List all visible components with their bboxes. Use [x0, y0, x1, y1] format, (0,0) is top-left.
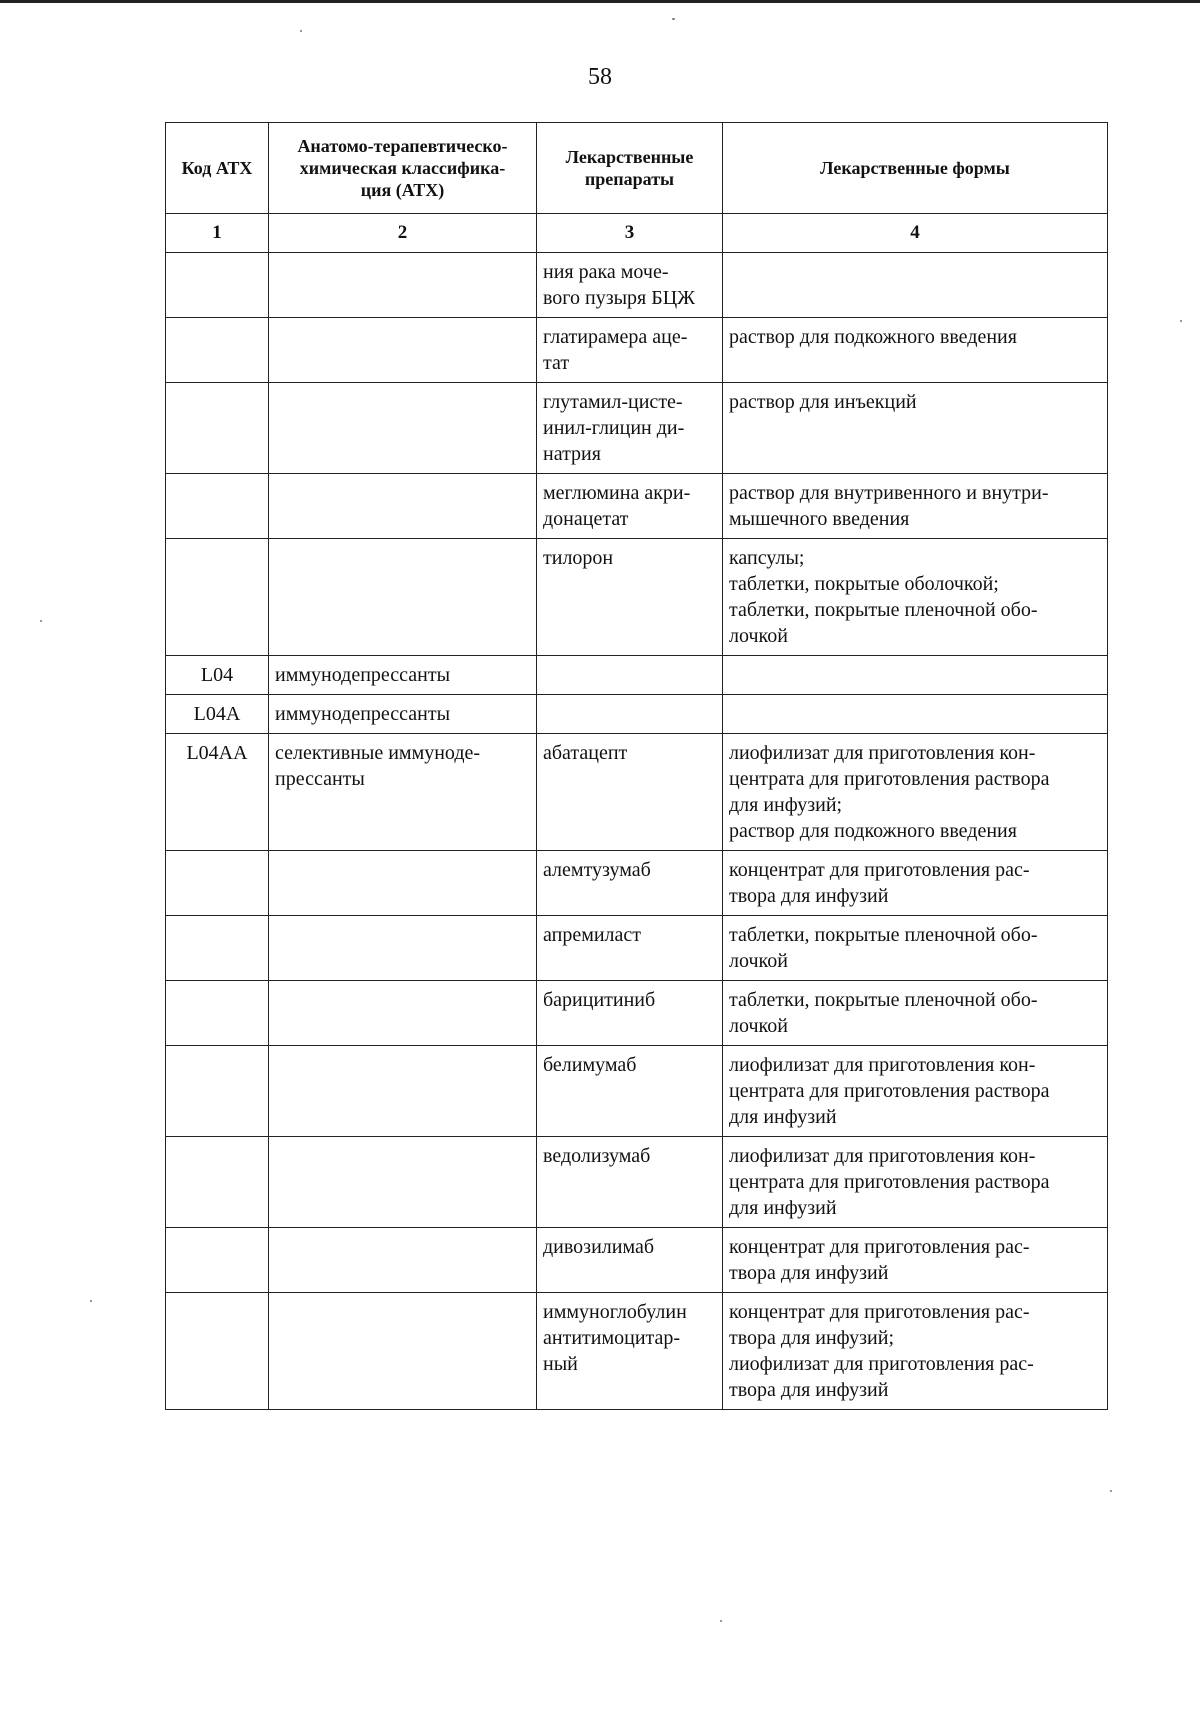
cell-drug: дивозилимаб [537, 1228, 723, 1293]
cell-drug: ния рака моче- вого пузыря БЦЖ [537, 253, 723, 318]
cell-atx-classification: селективные иммуноде- прессанты [269, 734, 537, 851]
cell-atx-classification: иммунодепрессанты [269, 656, 537, 695]
scan-speck [90, 1300, 92, 1302]
table-row [166, 851, 1108, 916]
cell-atx-code [166, 1293, 269, 1410]
atx-drug-table [165, 122, 1108, 1410]
scan-speck [720, 1620, 722, 1622]
column-number: 2 [269, 214, 537, 253]
cell-atx-classification [269, 981, 537, 1046]
cell-drug: абатацепт [537, 734, 723, 851]
page-number: 58 [588, 64, 612, 90]
cell-atx-classification [269, 1228, 537, 1293]
table-row [166, 1046, 1108, 1137]
scan-speck [40, 620, 42, 622]
cell-drug: алемтузумаб [537, 851, 723, 916]
header-drugs: Лекарственные препараты [537, 123, 723, 214]
table-row [166, 383, 1108, 474]
scan-speck [672, 18, 675, 20]
table-header-row [166, 123, 1108, 214]
cell-atx-classification [269, 539, 537, 656]
cell-atx-code [166, 383, 269, 474]
cell-atx-classification [269, 253, 537, 318]
cell-dosage-forms: лиофилизат для приготовления кон- центрата для приготовления раствора для инфузий; раствор для подкожного введения [723, 734, 1108, 851]
table-row [166, 734, 1108, 851]
cell-drug: меглюмина акри- донацетат [537, 474, 723, 539]
cell-drug: ведолизумаб [537, 1137, 723, 1228]
cell-dosage-forms: раствор для внутривенного и внутри- мышечного введения [723, 474, 1108, 539]
table-row [166, 695, 1108, 734]
cell-drug: белимумаб [537, 1046, 723, 1137]
cell-atx-classification [269, 1137, 537, 1228]
cell-dosage-forms [723, 656, 1108, 695]
cell-atx-code [166, 253, 269, 318]
cell-atx-code [166, 474, 269, 539]
cell-dosage-forms: лиофилизат для приготовления кон- центрата для приготовления раствора для инфузий [723, 1046, 1108, 1137]
cell-atx-code [166, 1137, 269, 1228]
table-row [166, 1228, 1108, 1293]
header-atx-code: Код АТХ [166, 123, 269, 214]
cell-dosage-forms: капсулы; таблетки, покрытые оболочкой; таблетки, покрытые пленочной обо- лочкой [723, 539, 1108, 656]
cell-drug: апремиласт [537, 916, 723, 981]
cell-atx-classification: иммунодепрессанты [269, 695, 537, 734]
cell-dosage-forms: таблетки, покрытые пленочной обо- лочкой [723, 916, 1108, 981]
cell-drug: глатирамера аце- тат [537, 318, 723, 383]
cell-dosage-forms [723, 695, 1108, 734]
cell-dosage-forms: раствор для инъекций [723, 383, 1108, 474]
scan-speck [1180, 320, 1182, 322]
table-row [166, 656, 1108, 695]
cell-atx-code [166, 916, 269, 981]
cell-dosage-forms: концентрат для приготовления рас- твора для инфузий [723, 1228, 1108, 1293]
cell-dosage-forms [723, 253, 1108, 318]
cell-atx-code [166, 981, 269, 1046]
cell-drug: глутамил-цисте- инил-глицин ди- натрия [537, 383, 723, 474]
table-row [166, 981, 1108, 1046]
column-number: 3 [537, 214, 723, 253]
cell-atx-classification [269, 318, 537, 383]
table-row [166, 1137, 1108, 1228]
table-row [166, 539, 1108, 656]
scan-speck [300, 30, 302, 32]
table-row [166, 916, 1108, 981]
cell-atx-code [166, 1046, 269, 1137]
scan-top-border [0, 0, 1200, 3]
cell-atx-code: L04AA [166, 734, 269, 851]
cell-atx-classification [269, 1046, 537, 1137]
cell-drug: иммуноглобулин антитимоцитар- ный [537, 1293, 723, 1410]
table-row [166, 318, 1108, 383]
table-body [166, 253, 1108, 1410]
cell-dosage-forms: таблетки, покрытые пленочной обо- лочкой [723, 981, 1108, 1046]
cell-atx-classification [269, 916, 537, 981]
cell-drug: барицитиниб [537, 981, 723, 1046]
cell-atx-classification [269, 474, 537, 539]
cell-drug [537, 695, 723, 734]
cell-atx-code: L04A [166, 695, 269, 734]
cell-atx-classification [269, 851, 537, 916]
cell-atx-code [166, 1228, 269, 1293]
cell-atx-code [166, 539, 269, 656]
cell-drug [537, 656, 723, 695]
cell-atx-classification [269, 1293, 537, 1410]
cell-dosage-forms: раствор для подкожного введения [723, 318, 1108, 383]
cell-atx-code: L04 [166, 656, 269, 695]
cell-atx-code [166, 851, 269, 916]
table-row [166, 474, 1108, 539]
scan-speck [1110, 1490, 1112, 1492]
column-number-row [166, 214, 1108, 253]
cell-atx-classification [269, 383, 537, 474]
cell-dosage-forms: лиофилизат для приготовления кон- центрата для приготовления раствора для инфузий [723, 1137, 1108, 1228]
cell-atx-code [166, 318, 269, 383]
header-atx-classification: Анатомо-терапевтическо- химическая классифика- ция (АТХ) [269, 123, 537, 214]
cell-drug: тилорон [537, 539, 723, 656]
column-number: 4 [723, 214, 1108, 253]
cell-dosage-forms: концентрат для приготовления рас- твора для инфузий; лиофилизат для приготовления рас- твора для инфузий [723, 1293, 1108, 1410]
table-row [166, 253, 1108, 318]
column-number: 1 [166, 214, 269, 253]
header-dosage-forms: Лекарственные формы [723, 123, 1108, 214]
cell-dosage-forms: концентрат для приготовления рас- твора для инфузий [723, 851, 1108, 916]
table-row [166, 1293, 1108, 1410]
